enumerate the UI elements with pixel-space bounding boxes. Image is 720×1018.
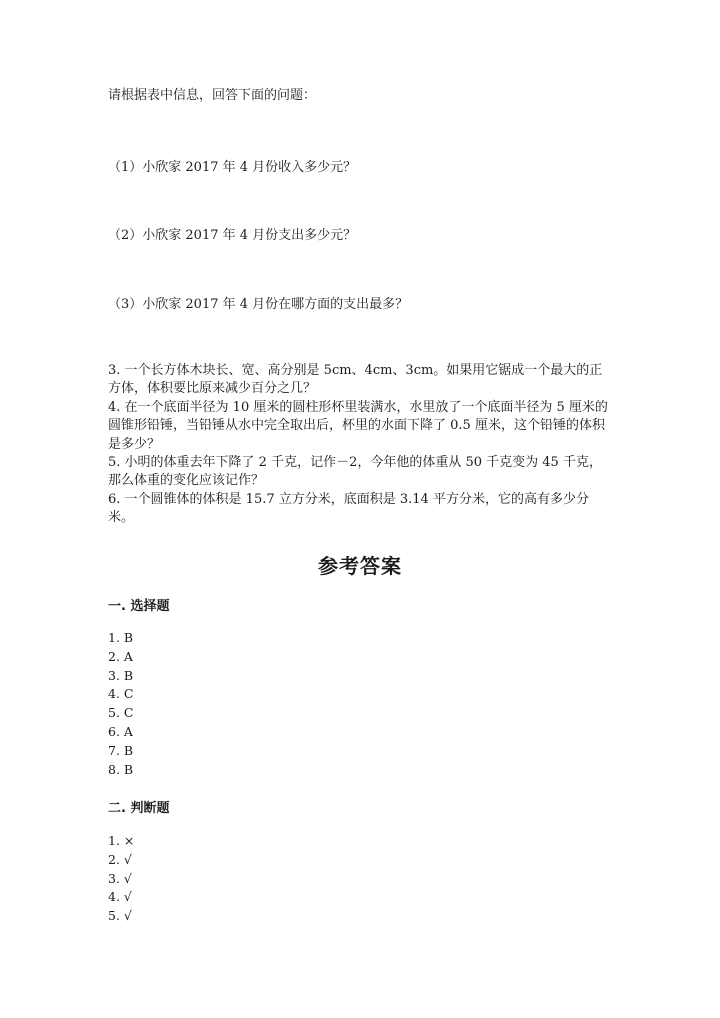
sub-question-3: （3）小欣家 2017 年 4 月份在哪方面的支出最多？ <box>108 297 409 312</box>
answer-item: 5. √ <box>108 908 132 924</box>
section-heading-choice: 一. 选择题 <box>108 599 170 614</box>
choice-answer-list <box>108 629 133 779</box>
answer-item: 3. B <box>108 667 134 683</box>
answer-item: 1. × <box>108 833 135 848</box>
answer-item: 2. A <box>108 648 133 664</box>
answer-title: 参考答案 <box>318 554 402 578</box>
problem-6: 6. 一个圆锥体的体积是 15.7 立方分米，底面积是 3.14 平方分米，它的高有多少分米。 <box>108 491 589 526</box>
section-heading-judgement: 二. 判断题 <box>108 801 170 816</box>
answer-item: 5. C <box>108 705 134 721</box>
sub-question-1: （1）小欣家 2017 年 4 月份收入多少元？ <box>108 160 357 175</box>
judgement-answer-list <box>108 832 134 926</box>
answer-item: 7. B <box>108 742 134 758</box>
problem-4: 4. 在一个底面半径为 10 厘米的圆柱形杯里装满水，水里放了一个底面半径为 5 厘米的圆锥形铅锤，当铅锤从水中完全取出后，杯里的水面下降了 0.5 厘米，这个铅锤的体积是多少？ <box>108 399 608 452</box>
answer-item: 8. B <box>108 761 134 777</box>
answer-item: 3. √ <box>108 870 132 886</box>
sub-question-2: （2）小欣家 2017 年 4 月份支出多少元？ <box>108 228 357 243</box>
problem-5: 5. 小明的体重去年下降了 2 千克，记作－2，今年他的体重从 50 千克变为 45 千克，那么体重的变化应该记作？ <box>108 455 602 489</box>
answer-item: 4. C <box>108 686 134 702</box>
problem-3: 3. 一个长方体木块长、宽、高分别是 5cm、4cm、3cm。如果用它锯成一个最大的正方体，体积要比原来减少百分之几？ <box>108 363 603 397</box>
answer-item: 1. B <box>108 630 134 645</box>
answer-item: 6. A <box>108 723 133 739</box>
intro-text: 请根据表中信息，回答下面的问题： <box>108 88 317 103</box>
problems-block <box>108 362 608 528</box>
answer-item: 2. √ <box>108 851 132 867</box>
answer-item: 4. √ <box>108 889 132 905</box>
